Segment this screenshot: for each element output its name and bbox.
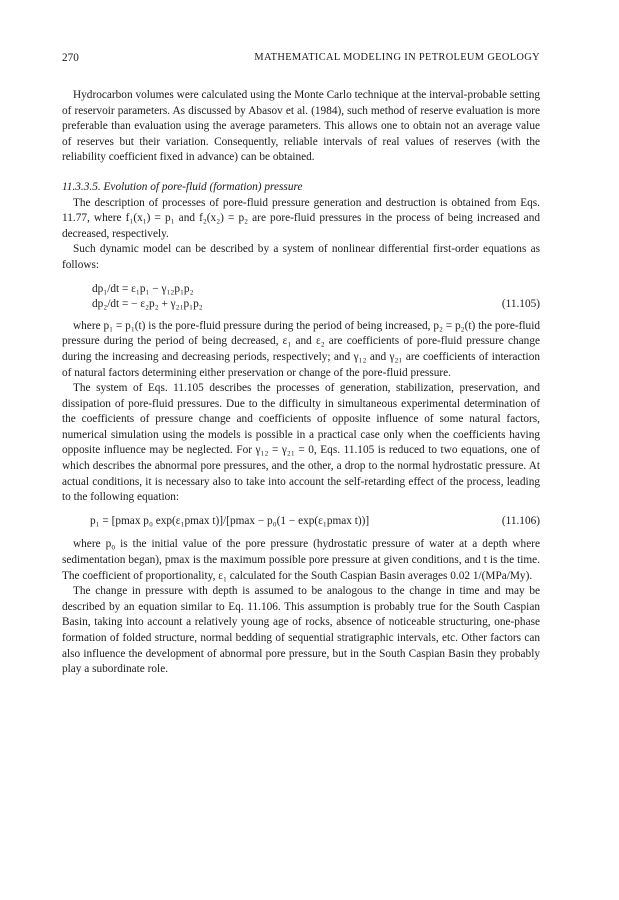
equation-line-2: dp₂/dt = − ε₂p₂ + γ₂₁p₁p₂ <box>92 298 203 311</box>
equation-system-11-105 <box>62 282 540 313</box>
running-title: MATHEMATICAL MODELING IN PETROLEUM GEOLOGY <box>254 52 540 63</box>
paragraph-system-description: The system of Eqs. 11.105 describes the processes of generation, stabilization, preservation, and dissipation of pore-fluid pressures. Due to the difficulty in simultaneous experimental determination of the coefficients of pressure change and coefficients of opposite influence of some natural factors, numerical simulation using the models is possible in a practical case only when the coefficients having opposite influence may be neglected. For γ₁₂ = γ₂₁ = 0, Eqs. 11.105 is reduced to two equations, one of which describes the abnormal pore pressures, and the other, a drop to the normal hydrostatic pressure. At actual conditions, it is necessary also to take into account the self-retarding effect of the process, leading to the following equation: <box>62 382 540 504</box>
document-page <box>62 52 540 678</box>
equation-number: (11.106) <box>501 514 540 527</box>
paragraph-monte-carlo: Hydrocarbon volumes were calculated using the Monte Carlo technique at the interval-probable setting of reservoir parameters. As discussed by Abasov et al. (1984), such method of reserve evaluation is more preferable than evaluation using the average parameters. This allows one to obtain not an average value of reserves but their variation. Consequently, reliable intervals of real values of reserves (with the reliability coefficient fixed in advance) can be obtained. <box>62 89 540 164</box>
page-header <box>62 52 540 68</box>
equation-number: (11.105) <box>501 298 540 311</box>
equation-line: p₁ = [pmax p₀ exp(ε₁pmax t)]/[pmax − p₀(1 − exp(ε₁pmax t))] <box>90 514 370 527</box>
page-number: 270 <box>62 52 79 64</box>
equation-11-106 <box>62 514 540 530</box>
paragraph-where-p1: where p₁ = p₁(t) is the pore-fluid pressure during the period of being increased, p₂ = p₂(t) the pore-fluid pressure during the period of being decreased, ε₁ and ε₂ are coefficients of pore-fluid pressure change during the increasing and decreasing periods, respectively; and γ₁₂ and γ₂₁ are coefficients of interaction of natural factors determining either preservation or change of the pore-fluid pressure. <box>62 319 540 379</box>
paragraph-dynamic-model: Such dynamic model can be described by a system of nonlinear differential first-order equations as follows: <box>62 243 540 271</box>
section-heading: 11.3.3.5. Evolution of pore-fluid (formation) pressure <box>62 180 303 193</box>
paragraph-description: The description of processes of pore-fluid pressure generation and destruction is obtained from Eqs. 11.77, where f₁(x₁) = p₁ and f₂(x₂) = p₂ are pore-fluid pressures in the process of being increased and decreased, respectively. <box>62 196 540 240</box>
paragraph-where-p0: where p₀ is the initial value of the pore pressure (hydrostatic pressure of water at a depth where sedimentation began), pmax is the maximum possible pore pressure at given conditions, and t is the time. The coefficient of proportionality, ε₁ calculated for the South Caspian Basin averages 0.02 1/(MPa/My). <box>62 538 540 582</box>
equation-line-1: dp₁/dt = ε₁p₁ − γ₁₂p₁p₂ <box>92 282 194 295</box>
paragraph-depth-change: The change in pressure with depth is assumed to be analogous to the change in time and may be described by an equation similar to Eq. 11.106. This assumption is probably true for the South Caspian Basin, taking into account a relatively young age of rocks, absence of noticeable structuring, one-phase formation of folded structure, normal bedding of sequential stratigraphic intervals, etc. Other factors can also influence the development of abnormal pore pressure, but in the South Caspian Basin they probably play a subordinate role. <box>62 585 540 676</box>
